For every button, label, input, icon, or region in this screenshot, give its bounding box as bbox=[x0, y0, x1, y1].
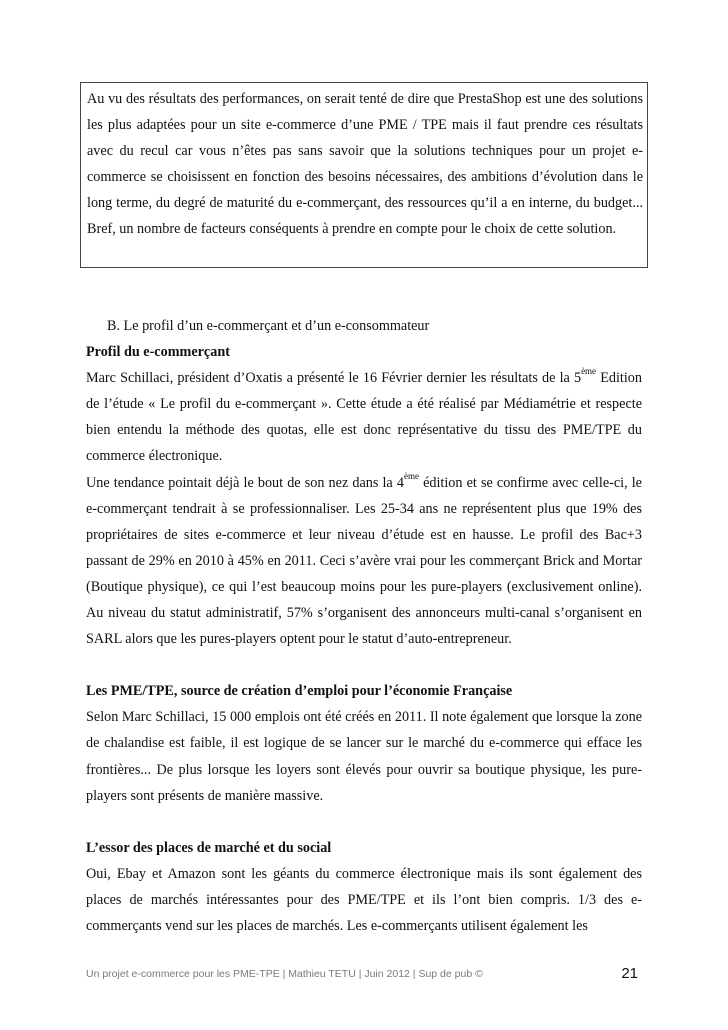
page-footer bbox=[86, 965, 642, 985]
page-number: 21 bbox=[621, 965, 638, 982]
p1-superscript: ème bbox=[581, 366, 597, 377]
p2-text-start: Une tendance pointait déjà le bout de son nez dans la 4 bbox=[86, 474, 404, 491]
essor-paragraph: Oui, Ebay et Amazon sont les géants du commerce électronique mais ils sont également des places de marchés intéressantes pour des PME/TPE et ils l’ont bien compris. 1/3 des e-commerçants vend sur les places de marchés. Les e-commerçants utilisent également les bbox=[86, 865, 642, 934]
main-content bbox=[86, 313, 642, 939]
essor-title: L’essor des places de marché et du social bbox=[86, 839, 332, 856]
footer-text: Un projet e-commerce pour les PME-TPE | Mathieu TETU | Juin 2012 | Sup de pub © bbox=[86, 968, 483, 980]
profil-title: Profil du e-commerçant bbox=[86, 344, 230, 361]
p1-text-start: Marc Schillaci, président d’Oxatis a présenté le 16 Février dernier les résultats de la 5 bbox=[86, 370, 582, 387]
section-heading-b: B. Le profil d’un e-commerçant et d’un e-consommateur bbox=[107, 318, 430, 334]
profil-paragraph-2 bbox=[86, 470, 642, 653]
p1-text-end: Edition de l’étude « Le profil du e-commerçant ». Cette étude a été réalisé par Médiamétrie et respecte bien entendu la méthode des quotas, elle est donc représentative du tissu des PME/TPE du commerce électronique. bbox=[86, 370, 642, 465]
boxed-callout bbox=[80, 82, 648, 268]
emploi-title: Les PME/TPE, source de création d’emploi pour l’économie Française bbox=[86, 683, 513, 700]
boxed-paragraph: Au vu des résultats des performances, on serait tenté de dire que PrestaShop est une des solutions les plus adaptées pour un site e-commerce d’une PME / TPE mais il faut prendre ces résultats avec du recul car vous n’êtes pas sans savoir que la solutions techniques pour un projet e-commerce se choisissent en fonction des besoins nécessaires, des ambitions d’évolution dans le long terme, du degré de maturité du e-commerçant, des ressources qu’il a en interne, du budget... Bref, un nombre de facteurs conséquents à prendre en compte pour le choix de cette solution. bbox=[87, 91, 643, 238]
p2-text-end: édition et se confirme avec celle-ci, le e-commerçant tendrait à se professionnaliser. Les 25-34 ans ne représentent plus que 19% des propriétaires de sites e-commerce et leur niveau d’étude est en hausse. Le profil des Bac+3 passant de 29% en 2010 à 45% en 2011. Ceci s’avère vrai pour les commerçant Brick and Mortar (Boutique physique), ce qui l’est beaucoup moins pour les pure-players (exclusivement online). Au niveau du statut administratif, 57% s’organisent des annonceurs multi-canal s’organisent en SARL alors que les pures-players optent pour le statut d’auto-entrepreneur. bbox=[86, 474, 642, 648]
emploi-paragraph: Selon Marc Schillaci, 15 000 emplois ont été créés en 2011. Il note également que lorsque la zone de chalandise est faible, il est logique de se lancer sur le marché du e-commerce qui efface les frontières... De plus lorsque les loyers sont élevés pour ouvrir sa boutique physique, les pure-players sont présents de manière massive. bbox=[86, 709, 642, 804]
p2-superscript: ème bbox=[403, 470, 419, 481]
profil-paragraph-1 bbox=[86, 365, 642, 469]
